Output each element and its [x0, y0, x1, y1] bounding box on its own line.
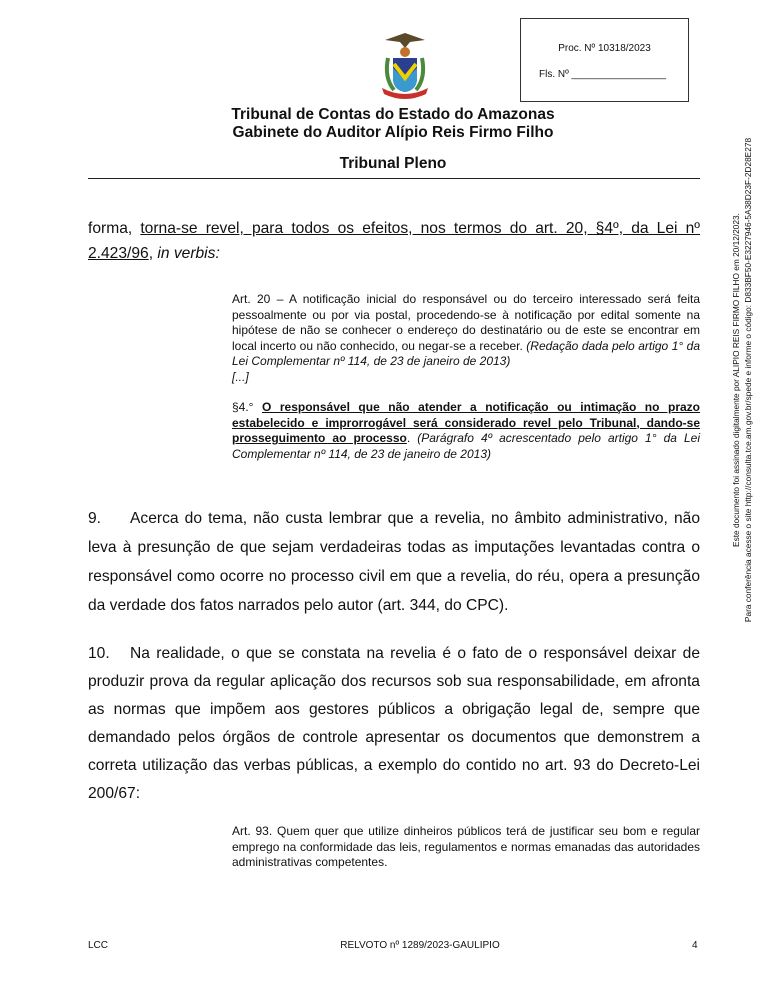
intro-text: forma,	[88, 220, 141, 237]
page-number: 4	[692, 940, 698, 951]
paragraph-number: 10.	[88, 645, 110, 662]
process-number: Proc. Nº 10318/2023	[558, 43, 651, 54]
verification-line: Para conferência acesse o site http://consulta.tce.am.gov.br/spede e informe o código: D833BF50-E3227946-5A38D23F-2D28E278	[743, 137, 753, 623]
folio-number: Fls. Nº _________________	[539, 69, 667, 80]
intro-paragraph	[88, 216, 700, 266]
art-20-text: Art. 20 – A notificação inicial do responsável ou do terceiro interessado será feita pessoalmente ou por via postal, procedendo-se à notificação por edital somente na hipótese de não se conhecer o endereço do destinatário ou de este se encontrar em local incerto ou não conhecido, ou negar-se a receber.	[232, 292, 700, 353]
institution-title: Tribunal de Contas do Estado do Amazonas	[231, 106, 555, 123]
paragraph-bold: O responsável que não atender a notificação ou intimação no prazo estabelecido e improrrogável será considerado revel pelo Tribunal, dando-se prosseguimento ao processo	[232, 400, 700, 445]
quote-art-20	[232, 292, 700, 462]
section-title: Tribunal Pleno	[339, 155, 447, 172]
paragraph-text: Acerca do tema, não custa lembrar que a revelia, no âmbito administrativo, não leva à presunção de que sejam verdadeiras todas as imputações levantadas contra o responsável como ocorre no processo civil em que a revelia, do réu, opera a presunção da verdade dos fatos narrados pelo autor (art. 344, do CPC).	[88, 510, 700, 614]
ellipsis: [...]	[232, 369, 249, 384]
intro-in-verbis: in verbis:	[157, 245, 220, 262]
paragraph-10	[88, 640, 700, 808]
footer-initials: LCC	[88, 940, 109, 951]
intro-comma: ,	[148, 245, 158, 262]
footer-document-id: RELVOTO nº 1289/2023-GAULIPIO	[340, 940, 500, 951]
paragraph-number: 9.	[88, 510, 102, 527]
process-number-box	[520, 18, 689, 102]
quote-art-93: Art. 93. Quem quer que utilize dinheiros públicos terá de justificar seu bom e regular emprego na conformidade das leis, regulamentos e normas emanadas das autoridades administrativas competentes.	[232, 824, 700, 869]
paragraph-text: Na realidade, o que se constata na revelia é o fato de o responsável deixar de produzir prova da regular aplicação dos recursos sob sua responsabilidade, em afronta as normas que impõem aos gestores públicos a obrigação legal de, sempre que demandado pelos órgãos de controle apresentar os documentos que demonstrem a correta utilização das verbas públicas, a exemplo do contido no art. 93 do Decreto-Lei 200/67:	[88, 645, 700, 802]
paragraph-9	[88, 504, 700, 620]
digital-signature-notice	[730, 138, 754, 622]
art-20-note: (Redação dada pelo artigo 1° da Lei Complementar nº 114, de 23 de janeiro de 2013)	[232, 338, 701, 368]
header-divider	[88, 178, 700, 179]
signature-line: Este documento foi assinado digitalmente por ALIPIO REIS FIRMO FILHO em 20/12/2023.	[731, 213, 741, 547]
coat-of-arms-logo	[380, 28, 430, 102]
office-title: Gabinete do Auditor Alípio Reis Firmo Filho	[232, 124, 554, 141]
paragraph-punct: .	[406, 431, 418, 445]
intro-underlined: torna-se revel, para todos os efeitos, nos termos do art. 20, §4º, da Lei nº 2.423/96	[88, 220, 701, 262]
paragraph-label: §4.°	[232, 400, 263, 414]
paragraph-note: (Parágrafo 4º acrescentado pelo artigo 1° da Lei Complementar nº 114, de 23 de janeiro de 2013)	[232, 431, 700, 461]
